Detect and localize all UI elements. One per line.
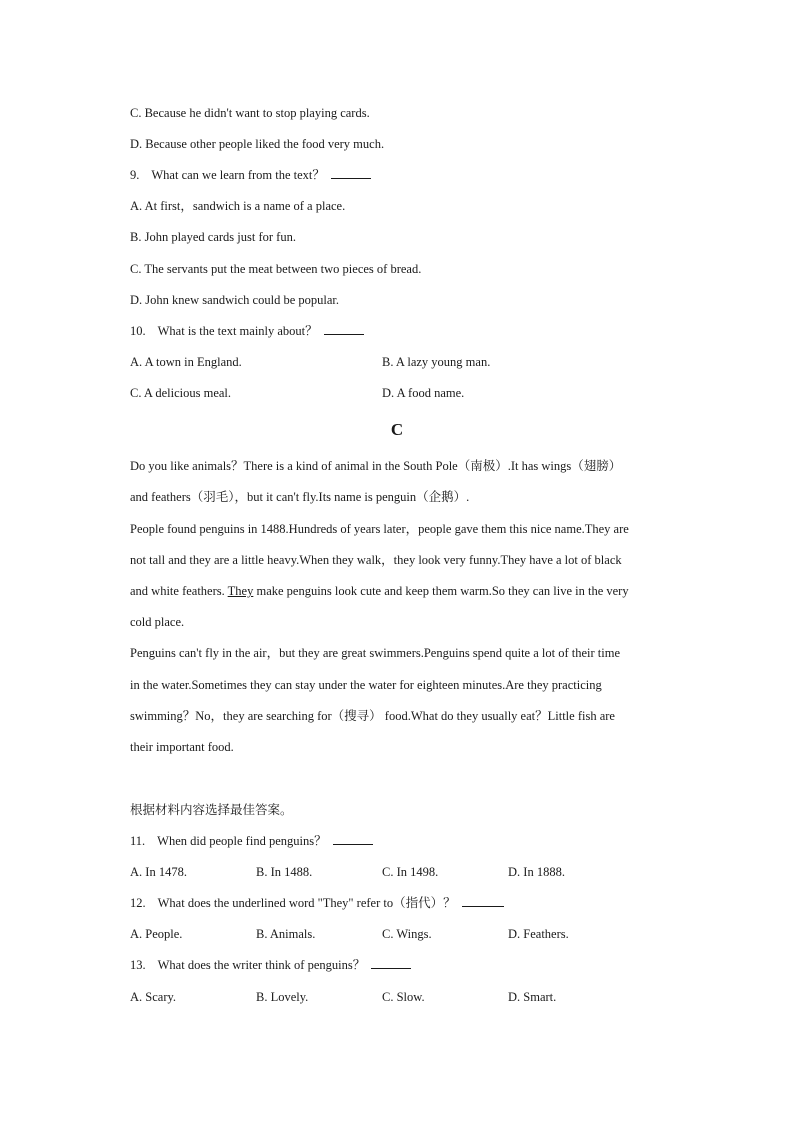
q12-text: What does the underlined word "They" refer to（指代）？ xyxy=(157,896,456,910)
q8-option-c: C. Because he didn't want to stop playing cards. xyxy=(130,106,370,120)
passage-line xyxy=(130,583,629,599)
q9-question xyxy=(130,167,371,183)
q10-option-b: B. A lazy young man. xyxy=(382,355,491,369)
passage-line: Penguins can't fly in the air，but they are great swimmers.Penguins spend quite a lot of their time xyxy=(130,646,620,660)
q11-option-d: D. In 1888. xyxy=(508,865,565,879)
q13-answer-blank[interactable] xyxy=(371,957,411,969)
q12-option-b: B. Animals. xyxy=(256,927,316,941)
passage-line: their important food. xyxy=(130,740,234,754)
q13-text: What does the writer think of penguins？ xyxy=(157,958,366,972)
q11-option-c: C. In 1498. xyxy=(382,865,439,879)
q9-option-c: C. The servants put the meat between two pieces of bread. xyxy=(130,262,422,276)
passage-line: in the water.Sometimes they can stay under the water for eighteen minutes.Are they practicing xyxy=(130,678,602,692)
q11-question xyxy=(130,833,373,849)
passage-line: not tall and they are a little heavy.When they walk，they look very funny.They have a lot of black xyxy=(130,553,622,567)
q12-option-a: A. People. xyxy=(130,927,183,941)
q9-text: What can we learn from the text？ xyxy=(151,168,325,182)
q12-option-c: C. Wings. xyxy=(382,927,432,941)
q10-number: 10. xyxy=(130,324,146,338)
q12-number: 12. xyxy=(130,896,146,910)
passage-line: People found penguins in 1488.Hundreds of years later，people gave them this nice name.They are xyxy=(130,522,629,536)
q10-text: What is the text mainly about？ xyxy=(157,324,318,338)
q13-option-a: A. Scary. xyxy=(130,990,177,1004)
q10-option-a: A. A town in England. xyxy=(130,355,242,369)
q9-answer-blank[interactable] xyxy=(331,167,371,179)
q11-option-b: B. In 1488. xyxy=(256,865,313,879)
q9-option-a: A. At first，sandwich is a name of a place. xyxy=(130,199,346,213)
q11-number: 11. xyxy=(130,834,146,848)
instruction-text: 根据材料内容选择最佳答案。 xyxy=(130,803,293,817)
underlined-word-they: They xyxy=(227,584,254,598)
q12-question xyxy=(130,895,504,911)
q10-option-d: D. A food name. xyxy=(382,386,465,400)
q13-number: 13. xyxy=(130,958,146,972)
passage-line: Do you like animals？There is a kind of animal in the South Pole（南极）.It has wings（翅膀） xyxy=(130,459,622,473)
passage-line: swimming？No，they are searching for（搜寻） food.What do they usually eat？Little fish are xyxy=(130,709,615,723)
q9-number: 9. xyxy=(130,168,140,182)
q10-question xyxy=(130,323,364,339)
passage-line: and feathers（羽毛），but it can't fly.Its name is penguin（企鹅）. xyxy=(130,490,470,504)
q9-option-d: D. John knew sandwich could be popular. xyxy=(130,293,339,307)
q13-option-d: D. Smart. xyxy=(508,990,557,1004)
q11-answer-blank[interactable] xyxy=(333,833,373,845)
q10-option-c: C. A delicious meal. xyxy=(130,386,232,400)
q12-answer-blank[interactable] xyxy=(462,895,504,907)
q11-option-a: A. In 1478. xyxy=(130,865,187,879)
q11-text: When did people find penguins？ xyxy=(157,834,327,848)
q13-question xyxy=(130,957,411,973)
q12-option-d: D. Feathers. xyxy=(508,927,569,941)
section-c-heading: C xyxy=(390,420,404,439)
passage-text: and white feathers. xyxy=(130,584,228,598)
q13-option-b: B. Lovely. xyxy=(256,990,309,1004)
q9-option-b: B. John played cards just for fun. xyxy=(130,230,296,244)
q10-answer-blank[interactable] xyxy=(324,323,364,335)
q13-option-c: C. Slow. xyxy=(382,990,425,1004)
q8-option-d: D. Because other people liked the food very much. xyxy=(130,137,385,151)
passage-text: make penguins look cute and keep them warm.So they can live in the very xyxy=(253,584,629,598)
passage-line: cold place. xyxy=(130,615,185,629)
